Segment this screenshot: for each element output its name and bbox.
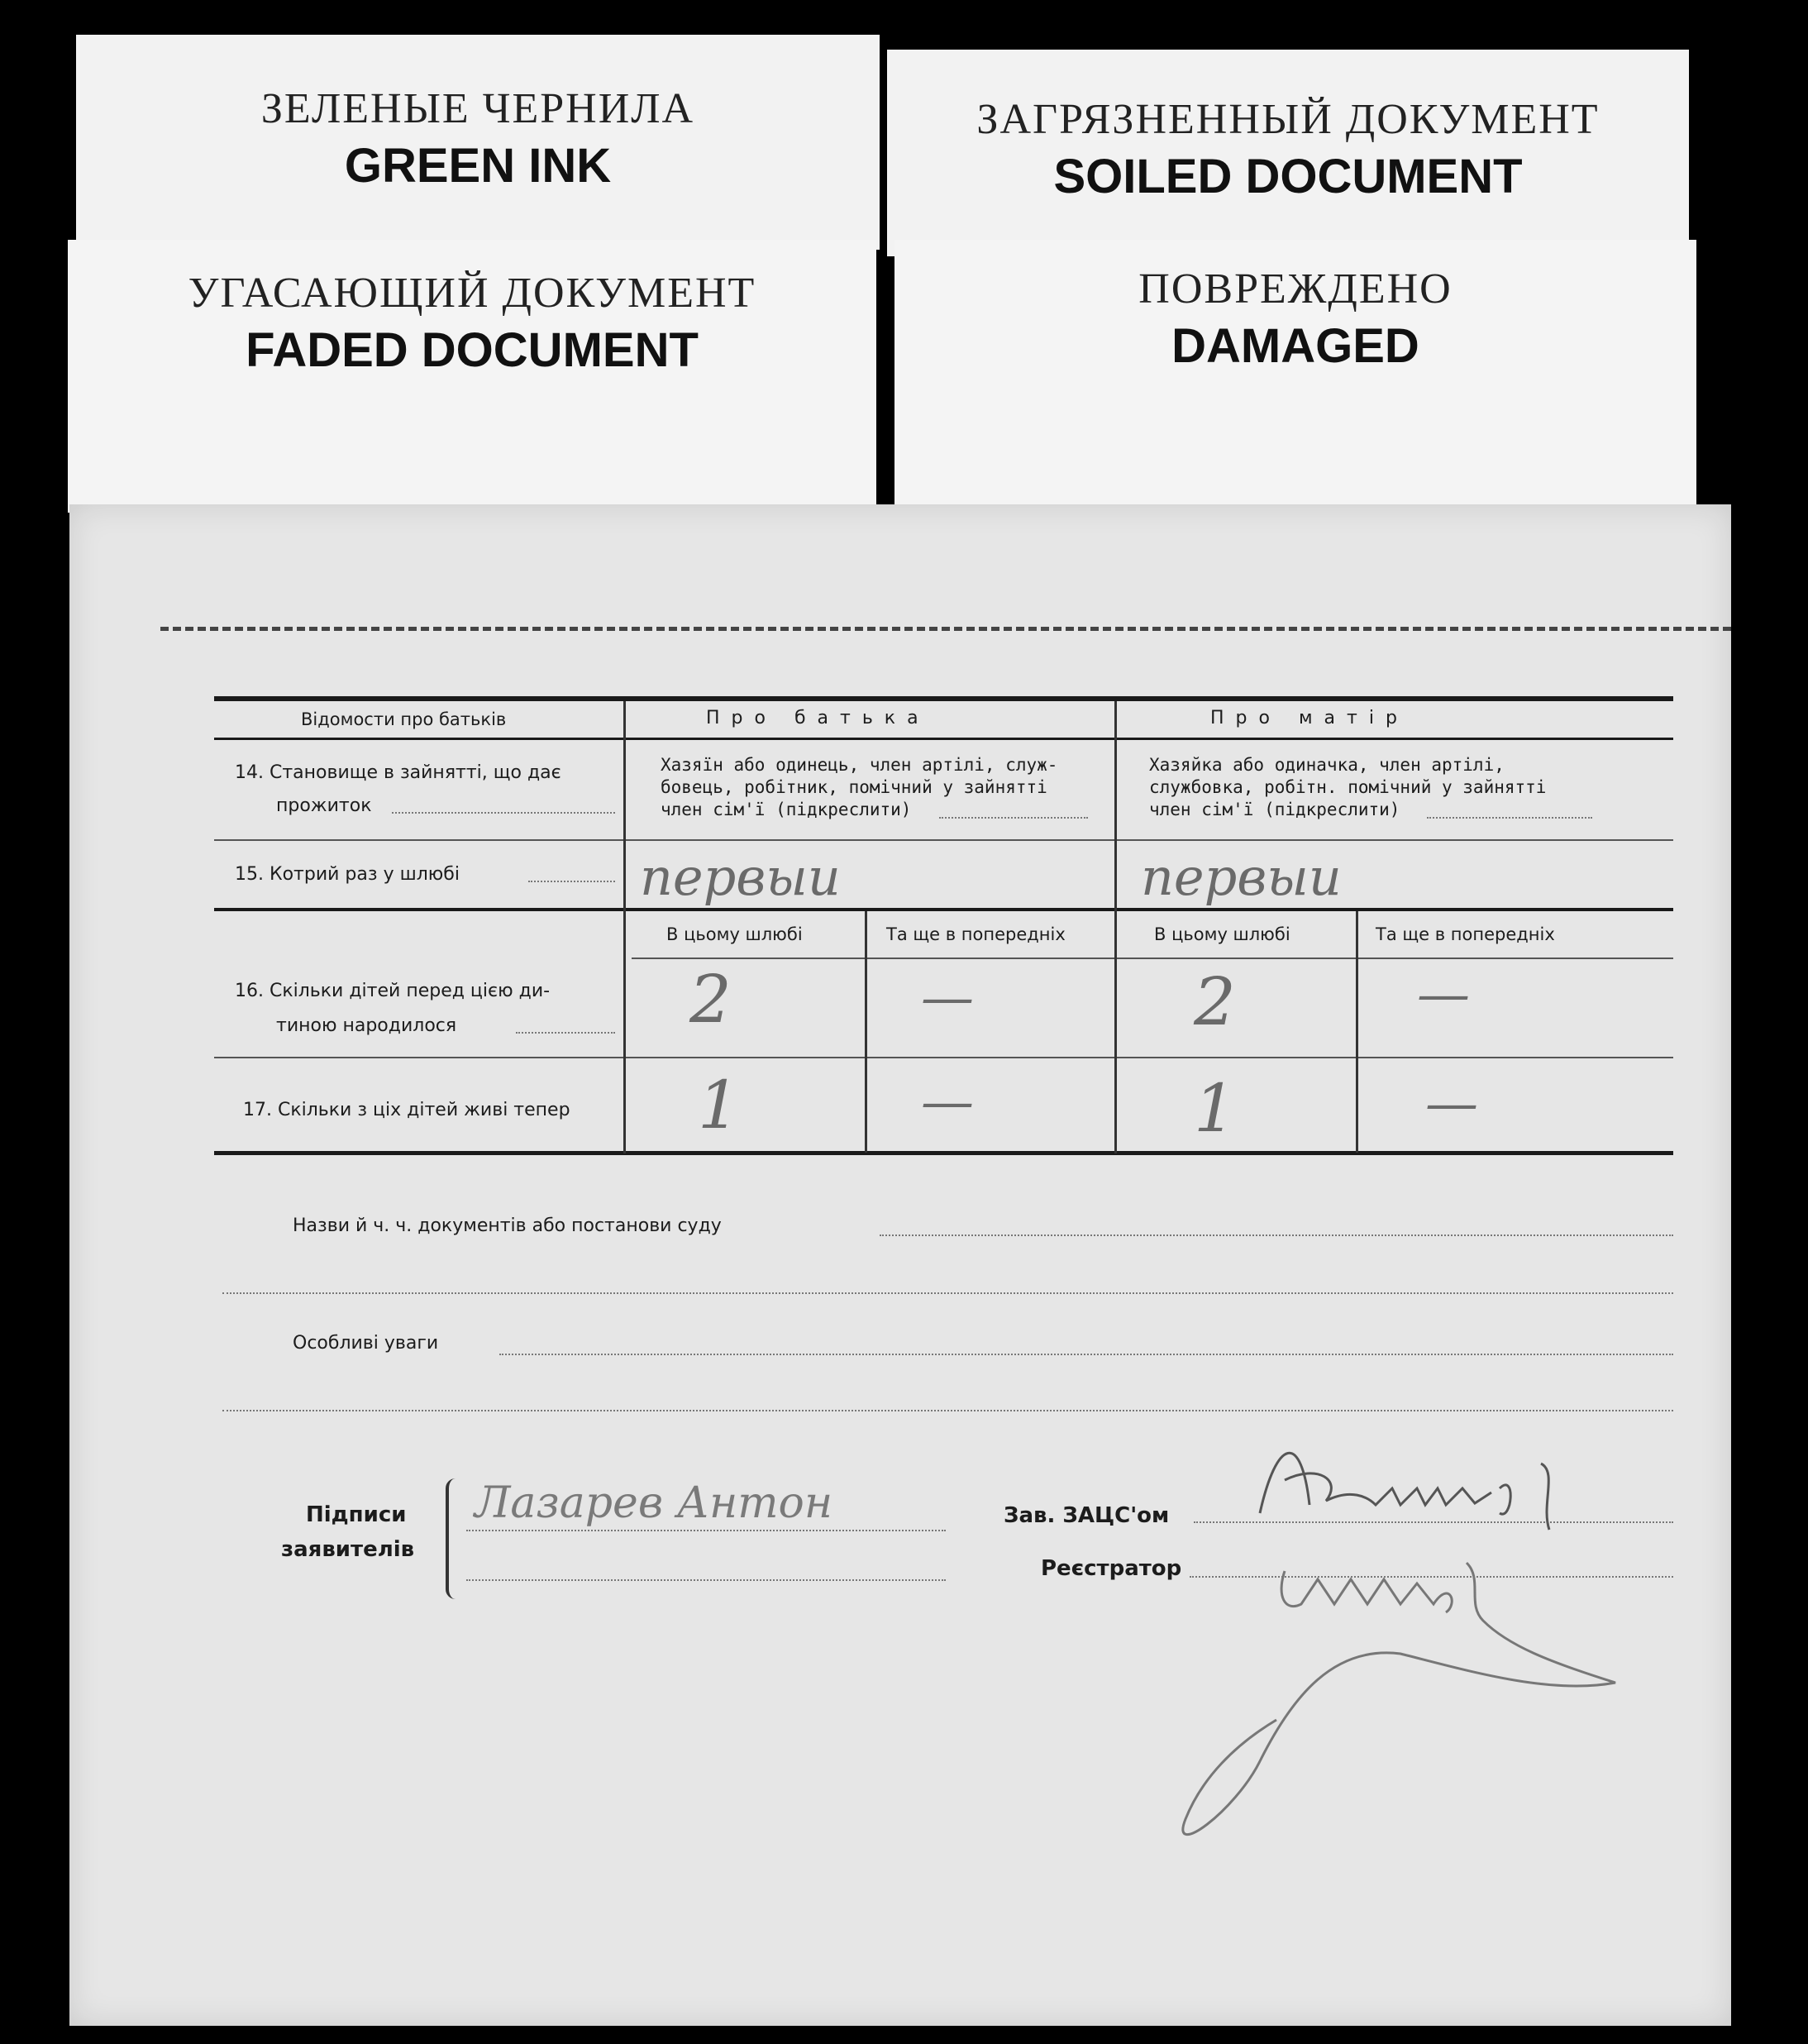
row15-mother-handwritten: первыи — [1141, 847, 1342, 907]
signatures-label-line2: заявителів — [281, 1537, 415, 1562]
row16-mother-prev: — — [1417, 964, 1470, 1025]
row15-label-leader — [528, 881, 615, 882]
row14-mother-line2: службовка, робітн. помічний у зайнятті — [1149, 777, 1547, 797]
green-ink-en-label: GREEN INK — [344, 139, 612, 193]
mother-this-marriage-header: В цьому шлюбі — [1154, 924, 1290, 944]
damaged-ru-label: ПОВРЕЖДЕНО — [1138, 265, 1453, 313]
label-column-divider — [623, 701, 626, 1153]
form-sheet — [69, 504, 1731, 2026]
documents-label: Назви й ч. ч. документів або постанови суду — [293, 1215, 722, 1236]
faded-document-card — [68, 240, 876, 513]
father-this-marriage-header: В цьому шлюбі — [666, 924, 803, 944]
row17-mother-this: 1 — [1194, 1070, 1236, 1147]
green-ink-ru-label: ЗЕЛЕНЫЕ ЧЕРНИЛА — [260, 85, 695, 132]
row14-mother-leader — [1427, 817, 1592, 819]
green-ink-card — [76, 35, 880, 250]
remarks-label: Особливі уваги — [293, 1333, 439, 1354]
row17-mother-prev: — — [1425, 1073, 1478, 1134]
mother-previous-header: Та ще в попередніх — [1376, 924, 1555, 944]
head-zags-label: Зав. ЗАЦС'ом — [1004, 1503, 1170, 1528]
header-parents-info: Відомости про батьків — [301, 709, 507, 729]
applicant-signature-line1 — [466, 1530, 946, 1531]
header-mother: Про матір — [1210, 708, 1409, 728]
row16-label-leader — [516, 1032, 615, 1034]
documents-line1 — [880, 1235, 1673, 1236]
row17-father-prev: — — [921, 1072, 974, 1133]
faded-document-en-label: FADED DOCUMENT — [246, 323, 699, 377]
applicant-signature: Лазарев Антон — [475, 1478, 833, 1528]
row16-bottom-rule — [214, 1057, 1673, 1058]
father-subcolumn-divider — [865, 911, 867, 1153]
row15-label: 15. Котрий раз у шлюбі — [235, 864, 460, 885]
row14-label-line1: 14. Становище в зайнятті, що дає — [235, 762, 561, 783]
table-top-rule — [214, 696, 1673, 701]
row16-mother-this: 2 — [1194, 963, 1236, 1040]
faded-document-ru-label: УГАСАЮЩИЙ ДОКУМЕНТ — [188, 270, 756, 317]
row16-father-this: 2 — [689, 961, 732, 1038]
damaged-en-label: DAMAGED — [1171, 319, 1419, 373]
torn-perforation-line — [160, 627, 1731, 631]
registrar-label: Реєстратор — [1041, 1556, 1182, 1581]
mother-subcolumn-divider — [1356, 911, 1358, 1153]
damaged-card — [894, 240, 1696, 513]
father-mother-divider — [1114, 701, 1117, 1153]
documents-line2 — [222, 1292, 1673, 1294]
table-bottom-rule — [214, 1151, 1673, 1155]
row16-father-prev: — — [921, 967, 974, 1029]
father-previous-header: Та ще в попередніх — [886, 924, 1066, 944]
row14-father-line2: бовець, робітник, помічний у зайнятті — [661, 777, 1047, 797]
row14-mother-line3: член сім'ї (підкреслити) — [1149, 800, 1400, 819]
row17-father-this: 1 — [698, 1067, 740, 1144]
soiled-document-ru-label: ЗАГРЯЗНЕННЫЙ ДОКУМЕНТ — [976, 96, 1600, 143]
row16-label-line2: тиною народилося — [276, 1015, 457, 1036]
row14-mother-line1: Хазяйка або одиначка, член артілі, — [1149, 755, 1505, 775]
table-header-rule — [214, 738, 1673, 740]
row14-father-line1: Хазяїн або одинець, член артілі, служ- — [661, 755, 1058, 775]
registrar-signature-scribble — [1119, 1530, 1648, 1877]
row14-label-leader — [392, 812, 615, 814]
header-father: Про батька — [706, 708, 930, 728]
row14-father-line3: член сім'ї (підкреслити) — [661, 800, 912, 819]
row16-label-line1: 16. Скільки дітей перед цією ди- — [235, 981, 551, 1001]
subheader-bottom-rule — [632, 958, 1673, 959]
row15-bottom-rule — [214, 908, 1673, 911]
row14-bottom-rule — [214, 839, 1673, 841]
signatures-brace — [446, 1478, 464, 1599]
remarks-line1 — [499, 1354, 1673, 1355]
soiled-document-card — [887, 50, 1689, 256]
soiled-document-en-label: SOILED DOCUMENT — [1053, 150, 1523, 203]
applicant-signature-line2 — [466, 1579, 946, 1581]
row17-label: 17. Скільки з ціх дітей живі тепер — [243, 1100, 570, 1120]
row14-label-line2: прожиток — [276, 795, 372, 816]
signatures-label-line1: Підписи — [306, 1502, 407, 1527]
row15-father-handwritten: первыи — [640, 847, 841, 907]
row14-father-leader — [939, 817, 1088, 819]
